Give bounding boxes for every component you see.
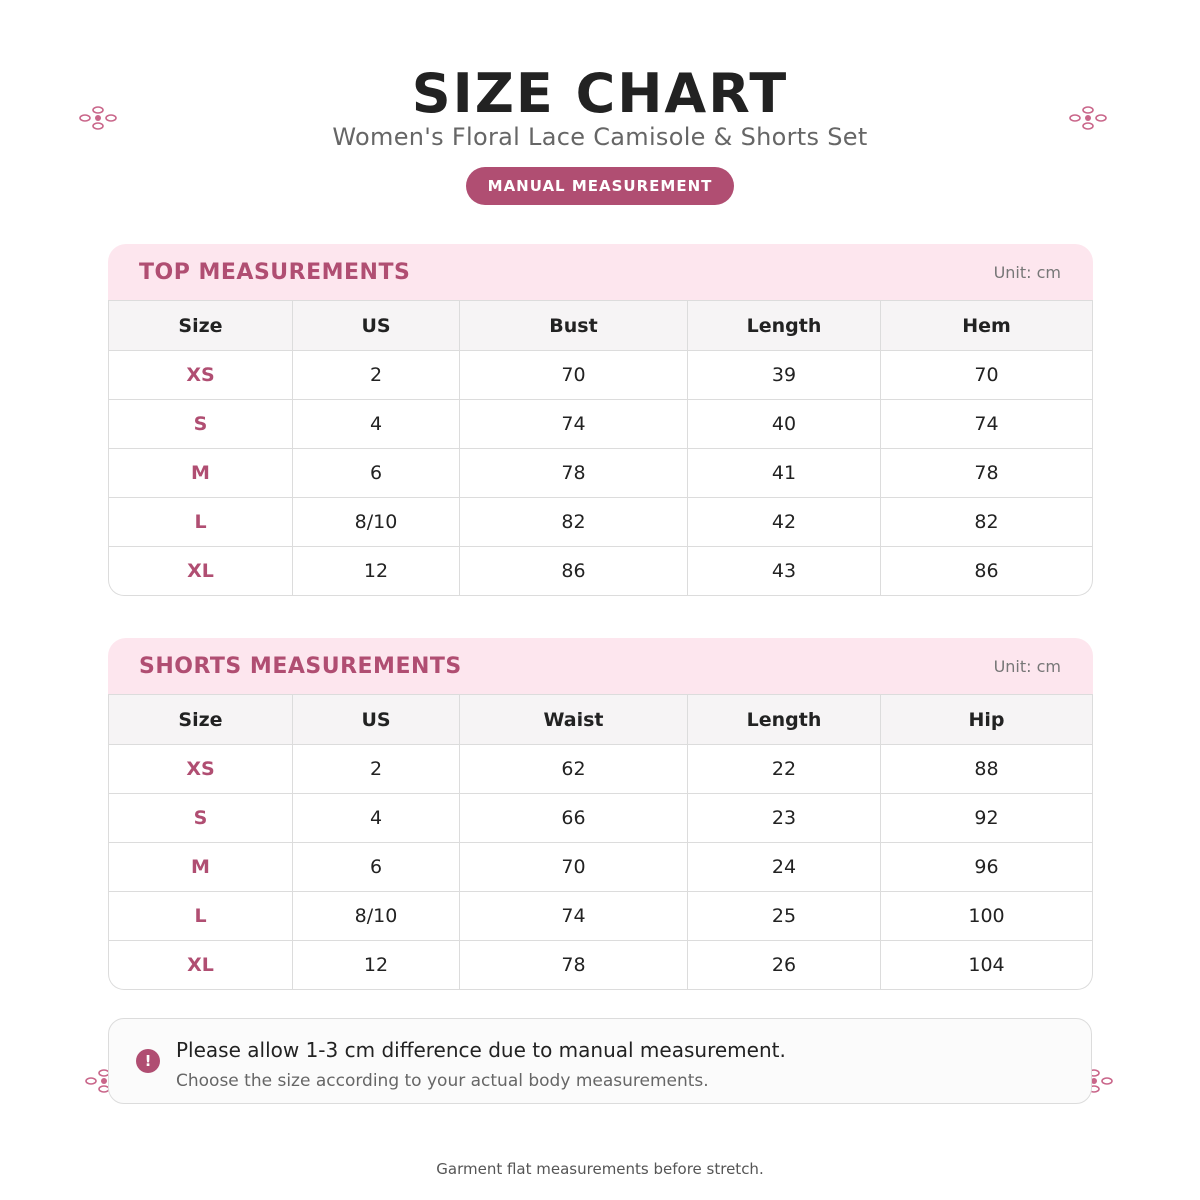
table-cell: 74 — [881, 399, 1092, 448]
top-size-table — [108, 300, 1093, 596]
table-cell: 78 — [460, 940, 688, 989]
table-row — [109, 350, 1092, 399]
table-cell: 42 — [688, 497, 881, 546]
column-header: Hem — [881, 300, 1092, 350]
table-cell: 74 — [460, 891, 688, 940]
section-header — [108, 244, 1093, 300]
table-cell: 6 — [293, 448, 460, 497]
table-row — [109, 891, 1092, 940]
table-cell: 82 — [881, 497, 1092, 546]
table-cell: 104 — [881, 940, 1092, 989]
size-cell: S — [109, 793, 293, 842]
note-sub-text: Choose the size according to your actual body measurements. — [176, 1071, 709, 1091]
table-cell: 43 — [688, 546, 881, 595]
table-cell: 70 — [460, 842, 688, 891]
column-header: Length — [688, 694, 881, 744]
column-header: Waist — [460, 694, 688, 744]
page-title: SIZE CHART — [411, 62, 789, 125]
shorts-measurements-section — [108, 638, 1093, 990]
table-row — [109, 842, 1092, 891]
column-header: Size — [109, 300, 293, 350]
measurement-note — [108, 1018, 1092, 1104]
table-cell: 2 — [293, 350, 460, 399]
table-cell: 86 — [460, 546, 688, 595]
table-cell: 41 — [688, 448, 881, 497]
table-cell: 82 — [460, 497, 688, 546]
table-cell: 40 — [688, 399, 881, 448]
table-row — [109, 744, 1092, 793]
size-cell: L — [109, 497, 293, 546]
table-cell: 78 — [881, 448, 1092, 497]
table-cell: 4 — [293, 793, 460, 842]
table-header-row — [109, 694, 1092, 744]
column-header: Length — [688, 300, 881, 350]
table-cell: 70 — [460, 350, 688, 399]
table-cell: 22 — [688, 744, 881, 793]
table-row — [109, 940, 1092, 989]
column-header: Hip — [881, 694, 1092, 744]
column-header: Bust — [460, 300, 688, 350]
table-cell: 8/10 — [293, 891, 460, 940]
table-cell: 86 — [881, 546, 1092, 595]
table-cell: 70 — [881, 350, 1092, 399]
footer-note: Garment flat measurements before stretch. — [436, 1160, 764, 1178]
table-cell: 66 — [460, 793, 688, 842]
table-cell: 24 — [688, 842, 881, 891]
table-cell: 74 — [460, 399, 688, 448]
page-subtitle: Women's Floral Lace Camisole & Shorts Set — [332, 123, 868, 151]
table-cell: 12 — [293, 546, 460, 595]
table-cell: 2 — [293, 744, 460, 793]
top-measurements-section — [108, 244, 1093, 596]
note-main-text: Please allow 1-3 cm difference due to manual measurement. — [176, 1038, 786, 1062]
table-cell: 88 — [881, 744, 1092, 793]
size-cell: XS — [109, 350, 293, 399]
section-title: SHORTS MEASUREMENTS — [139, 653, 462, 679]
table-row — [109, 793, 1092, 842]
table-cell: 8/10 — [293, 497, 460, 546]
size-cell: XL — [109, 546, 293, 595]
column-header: Size — [109, 694, 293, 744]
measurement-badge: MANUAL MEASUREMENT — [466, 167, 734, 205]
table-cell: 78 — [460, 448, 688, 497]
size-cell: M — [109, 842, 293, 891]
table-cell: 23 — [688, 793, 881, 842]
table-header-row — [109, 300, 1092, 350]
table-row — [109, 399, 1092, 448]
size-cell: M — [109, 448, 293, 497]
table-cell: 25 — [688, 891, 881, 940]
size-cell: S — [109, 399, 293, 448]
unit-label: Unit: cm — [993, 656, 1061, 676]
table-row — [109, 448, 1092, 497]
table-cell: 12 — [293, 940, 460, 989]
table-cell: 4 — [293, 399, 460, 448]
size-cell: L — [109, 891, 293, 940]
table-row — [109, 497, 1092, 546]
table-cell: 100 — [881, 891, 1092, 940]
size-cell: XL — [109, 940, 293, 989]
table-row — [109, 546, 1092, 595]
column-header: US — [293, 694, 460, 744]
table-cell: 26 — [688, 940, 881, 989]
table-cell: 96 — [881, 842, 1092, 891]
column-header: US — [293, 300, 460, 350]
section-header — [108, 638, 1093, 694]
table-cell: 39 — [688, 350, 881, 399]
table-cell: 6 — [293, 842, 460, 891]
shorts-size-table — [108, 694, 1093, 990]
section-title: TOP MEASUREMENTS — [139, 259, 411, 285]
table-cell: 92 — [881, 793, 1092, 842]
exclamation-icon: ! — [136, 1049, 160, 1073]
table-cell: 62 — [460, 744, 688, 793]
unit-label: Unit: cm — [993, 262, 1061, 282]
size-cell: XS — [109, 744, 293, 793]
